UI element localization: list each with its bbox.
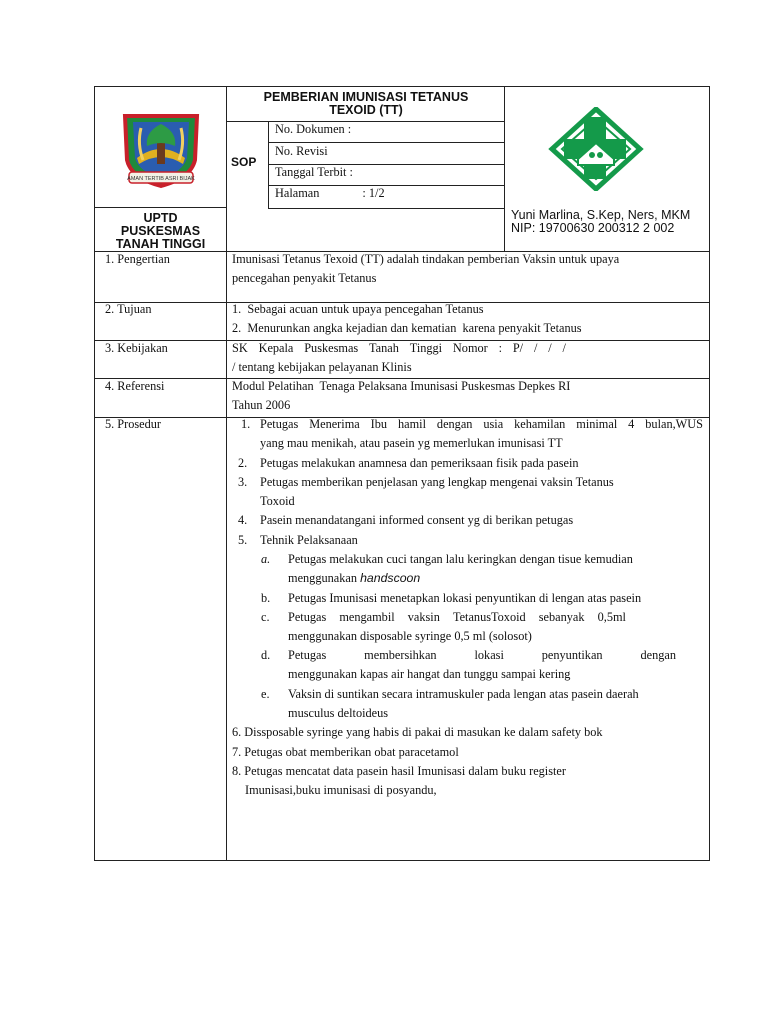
header-divider	[95, 207, 226, 208]
signatory-nip: NIP: 19700630 200312 2 002	[511, 221, 675, 235]
org-line-2: PUSKESMAS	[120, 224, 201, 238]
tujuan-item-1: 1. Sebagai acuan untuk upaya pencegahan Tetanus	[232, 302, 484, 316]
substep-d-word: membersihkan	[364, 648, 437, 662]
field-halaman: Halaman : 1/2	[275, 186, 385, 200]
step-1-line-1: Petugas Menerima Ibu hamil dengan usia kehamilan minimal 4 bulan,WUS	[260, 417, 703, 431]
section-label-kebijakan: 3. Kebijakan	[105, 341, 168, 355]
substep-a-line-2-text: menggunakan	[288, 571, 361, 585]
kebijakan-word: P/	[512, 341, 524, 355]
title-line-1: PEMBERIAN IMUNISASI TETANUS	[263, 90, 469, 104]
substep-b-text: Petugas Imunisasi menetapkan lokasi penyuntikan di lengan atas pasein	[288, 591, 642, 605]
substep-d-word: penyuntikan	[541, 648, 603, 662]
step-6-text: 6. Dissposable syringe yang habis di pakai di masukan ke dalam safety bok	[232, 725, 603, 739]
sop-column-line	[268, 121, 269, 208]
section-label-tujuan: 2. Tujuan	[105, 302, 152, 316]
substep-c-line-1	[288, 608, 626, 627]
section-label-pengertian: 1. Pengertian	[105, 252, 170, 266]
kebijakan-word: /	[562, 341, 566, 355]
step-4-text: Pasein menandatangani informed consent yg di berikan petugas	[260, 513, 574, 527]
substep-d-line-1	[288, 646, 676, 665]
kebijakan-line-2: / tentang kebijakan pelayanan Klinis	[232, 360, 412, 374]
step-5-number: 5.	[238, 533, 248, 547]
substep-c-word: TetanusToxoid	[452, 610, 526, 624]
right-column-line	[504, 87, 505, 251]
substep-d-letter: d.	[261, 648, 271, 662]
sop-label: SOP	[231, 155, 257, 169]
pengertian-line-2: pencegahan penyakit Tetanus	[232, 271, 377, 285]
step-4-number: 4.	[238, 513, 248, 527]
org-line-3: TANAH TINGGI	[115, 237, 206, 251]
puskesmas-cross-icon	[548, 107, 644, 191]
substep-c-word: 0,5ml	[597, 610, 626, 624]
kebijakan-word: /	[548, 341, 552, 355]
substep-d-word: lokasi	[474, 648, 504, 662]
signatory-block	[511, 209, 690, 235]
left-column-line	[226, 87, 227, 861]
step-3-line-2: Toxoid	[260, 494, 295, 508]
step-2-text: Petugas melakukan anamnesa dan pemeriksaan fisik pada pasein	[260, 456, 579, 470]
signatory-name: Yuni Marlina, S.Kep, Ners, MKM	[511, 208, 691, 222]
kebijakan-word: Tinggi	[409, 341, 443, 355]
step-1-line-2: yang mau menikah, atau pasein yg memerlukan imunisasi TT	[260, 436, 563, 450]
substep-e-line-2: musculus deltoideus	[288, 706, 389, 720]
kebijakan-word: Tanah	[369, 341, 399, 355]
kebijakan-word: Puskesmas	[304, 341, 359, 355]
substep-a-letter: a.	[261, 552, 271, 566]
substep-c-word: vaksin	[407, 610, 440, 624]
substep-b-letter: b.	[261, 591, 271, 605]
org-line-1: UPTD	[143, 211, 178, 225]
substep-c-word: mengambil	[339, 610, 395, 624]
tujuan-item-2: 2. Menurunkan angka kejadian dan kematian karena penyakit Tetanus	[232, 321, 582, 335]
step-2-number: 2.	[238, 456, 248, 470]
field-no-revisi: No. Revisi	[275, 144, 328, 158]
regional-emblem-icon	[119, 110, 203, 192]
sop-document	[94, 86, 710, 861]
step-7-text: 7. Petugas obat memberikan obat paracetamol	[232, 745, 459, 759]
kebijakan-word: SK	[232, 341, 248, 355]
step-1-number: 1.	[241, 417, 251, 431]
substep-c-word: Petugas	[288, 610, 327, 624]
kebijakan-word: Kepala	[258, 341, 294, 355]
field-tanggal-terbit: Tanggal Terbit :	[275, 165, 353, 179]
step-3-number: 3.	[238, 475, 248, 489]
step-8-line-2: Imunisasi,buku imunisasi di posyandu,	[245, 783, 437, 797]
section-label-prosedur: 5. Prosedur	[105, 417, 162, 431]
emblem-motto: AMAN TERTIB ASRI BIJAK	[127, 176, 195, 182]
step-8-line-1: 8. Petugas mencatat data pasein hasil Imunisasi dalam buku register	[232, 764, 566, 778]
substep-c-line-2: menggunakan disposable syringe 0,5 ml (solosot)	[288, 629, 532, 643]
field-no-dokumen: No. Dokumen :	[275, 122, 352, 136]
substep-d-word: dengan	[640, 648, 676, 662]
substep-a-line-1: Petugas melakukan cuci tangan lalu keringkan dengan tisue kemudian	[288, 552, 633, 566]
substep-a-line-2	[288, 569, 420, 588]
section-label-referensi: 4. Referensi	[105, 379, 165, 393]
page-title	[228, 91, 504, 117]
kebijakan-line-1	[232, 339, 566, 358]
handscoon-term: handscoon	[360, 571, 421, 585]
substep-e-letter: e.	[261, 687, 270, 701]
referensi-line-1: Modul Pelatihan Tenaga Pelaksana Imunisasi Puskesmas Depkes RI	[232, 379, 571, 393]
step-5-text: Tehnik Pelaksanaan	[260, 533, 358, 547]
kebijakan-word: :	[498, 341, 503, 355]
step-3-line-1: Petugas memberikan penjelasan yang lengkap mengenai vaksin Tetanus	[260, 475, 614, 489]
organization-name	[95, 212, 226, 251]
substep-e-line-1: Vaksin di suntikan secara intramuskuler pada lengan atas pasein daerah	[288, 687, 639, 701]
referensi-line-2: Tahun 2006	[232, 398, 291, 412]
kebijakan-word: Nomor	[452, 341, 488, 355]
field-line-4	[268, 208, 504, 209]
substep-d-line-2: menggunakan kapas air hangat dan tunggu sampai kering	[288, 667, 571, 681]
kebijakan-word: /	[533, 341, 538, 355]
substep-d-word: Petugas	[288, 648, 327, 662]
pengertian-line-1: Imunisasi Tetanus Texoid (TT) adalah tindakan pemberian Vaksin untuk upaya	[232, 252, 620, 266]
substep-c-letter: c.	[261, 610, 270, 624]
substep-c-word: sebanyak	[538, 610, 585, 624]
title-line-2: TEXOID (TT)	[329, 103, 403, 117]
